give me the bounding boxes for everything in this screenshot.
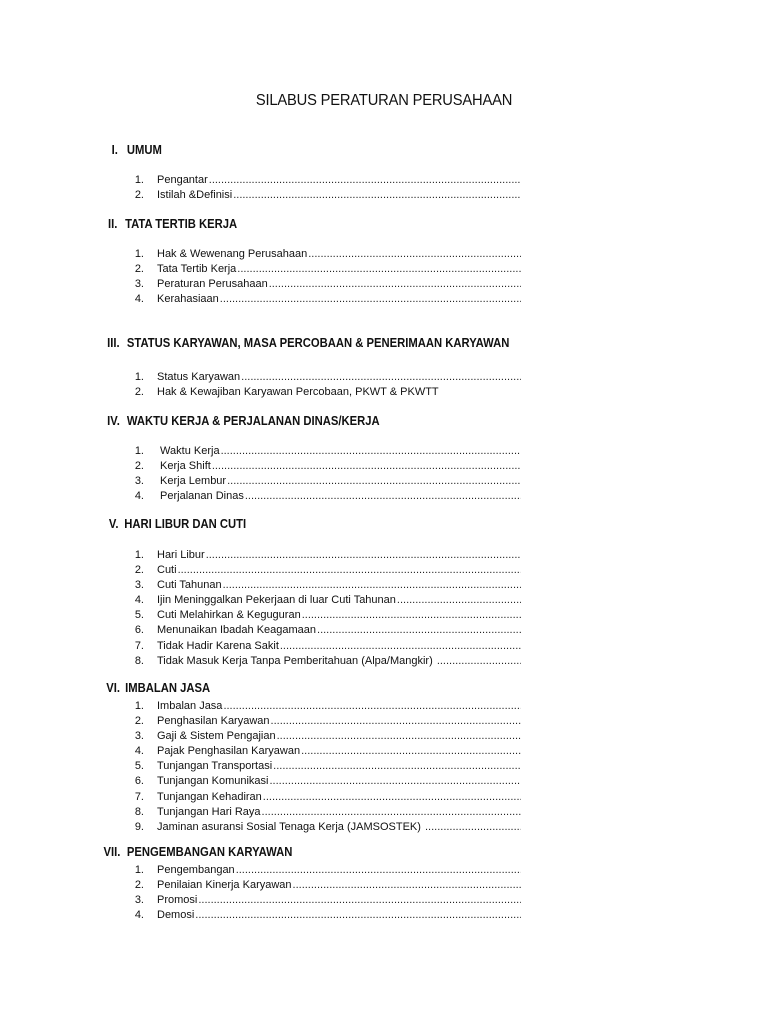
item-label: Demosi (157, 909, 195, 922)
section-number: V. (108, 517, 119, 531)
section-number: IV. (107, 414, 120, 428)
item-text (157, 262, 521, 277)
item-number: 8. (134, 654, 144, 667)
item-number: 1. (134, 700, 144, 712)
item-number: 2. (134, 189, 144, 202)
item-text (157, 247, 521, 262)
list-item (0, 548, 768, 563)
section-item-list (0, 548, 768, 669)
item-label: Pengembangan (157, 864, 235, 876)
item-text (157, 578, 521, 593)
item-number: 2. (134, 879, 144, 892)
section-number: II. (108, 217, 118, 231)
section-item-list (0, 173, 768, 203)
item-text (157, 744, 521, 759)
item-text (157, 759, 521, 774)
item-number: 3. (134, 894, 144, 907)
item-number: 5. (134, 760, 144, 773)
list-item (0, 714, 768, 729)
item-label: Perjalanan Dinas (157, 490, 244, 503)
item-text (157, 774, 521, 789)
item-number: 4. (134, 293, 144, 306)
item-label: Tunjangan Kehadiran (157, 790, 262, 803)
section-number: VI. (106, 681, 120, 695)
section-heading (0, 217, 691, 235)
item-label: Tidak Hadir Karena Sakit (157, 639, 279, 652)
item-text (157, 608, 521, 623)
item-label: Imbalan Jasa (157, 700, 223, 712)
item-number: 7. (134, 790, 144, 803)
section-umum (0, 143, 768, 203)
item-text (157, 548, 521, 563)
section-item-list (0, 444, 768, 504)
section-pengembangan-karyawan (0, 845, 768, 923)
list-item (0, 790, 768, 805)
section-heading (0, 414, 691, 432)
section-hari-libur-dan-cuti (0, 517, 768, 669)
item-label: Hak & Wewenang Perusahaan (157, 248, 308, 260)
item-label: Cuti Tahunan (157, 579, 222, 592)
item-text (157, 277, 521, 292)
section-heading (0, 845, 691, 863)
list-item (0, 474, 768, 489)
list-item (0, 744, 768, 759)
list-item (0, 292, 768, 307)
item-label: Tunjangan Komunikasi (157, 775, 269, 788)
list-item (0, 489, 768, 504)
list-item (0, 578, 768, 593)
item-number: 1. (134, 248, 144, 260)
item-number: 3. (134, 730, 144, 743)
section-item-list (0, 699, 768, 835)
item-number: 7. (134, 639, 144, 652)
item-label: Jaminan asuransi Sosial Tenaga Kerja (JAMSOSTEK) (157, 820, 424, 833)
list-item (0, 444, 768, 459)
item-number: 1. (134, 445, 144, 457)
item-label: Waktu Kerja (157, 445, 220, 457)
item-label: Kerahasiaan (157, 293, 219, 306)
item-text (157, 188, 521, 203)
item-number: 2. (134, 460, 144, 473)
item-label: Menunaikan Ibadah Keagamaan (157, 624, 317, 637)
section-title: UMUM (126, 143, 162, 157)
item-text (157, 820, 521, 835)
item-number: 4. (134, 745, 144, 758)
item-number: 4. (134, 909, 144, 922)
section-waktu-kerja (0, 414, 768, 504)
list-item (0, 370, 768, 385)
list-item (0, 188, 768, 203)
item-number: 3. (134, 278, 144, 291)
list-item (0, 563, 768, 578)
item-number: 9. (134, 820, 144, 833)
section-status-karyawan (0, 336, 768, 400)
list-item (0, 759, 768, 774)
item-number: 1. (134, 549, 144, 561)
item-label: Tata Tertib Kerja (157, 263, 237, 276)
list-item (0, 774, 768, 789)
item-number: 2. (134, 386, 144, 399)
list-item (0, 878, 768, 893)
item-text (157, 714, 521, 729)
list-item (0, 623, 768, 638)
item-number: 3. (134, 475, 144, 488)
list-item (0, 820, 768, 835)
item-label: Gaji & Sistem Pengajian (157, 730, 276, 743)
list-item (0, 593, 768, 608)
section-title: IMBALAN JASA (125, 681, 211, 695)
item-number: 3. (134, 579, 144, 592)
item-text (157, 623, 521, 638)
section-title: WAKTU KERJA & PERJALANAN DINAS/KERJA (126, 414, 380, 428)
item-text (157, 474, 521, 489)
item-text (157, 563, 521, 578)
item-text (157, 639, 521, 654)
item-number: 4. (134, 490, 144, 503)
item-number: 1. (134, 864, 144, 876)
item-number: 1. (134, 371, 144, 383)
item-label: Tunjangan Transportasi (157, 760, 273, 773)
section-heading (0, 336, 691, 354)
list-item (0, 459, 768, 474)
section-item-list (0, 247, 768, 307)
item-text (157, 654, 521, 669)
item-text (157, 729, 521, 744)
item-label: Kerja Lembur (157, 475, 227, 488)
item-text (157, 385, 521, 400)
list-item (0, 729, 768, 744)
item-text (157, 444, 521, 459)
list-item (0, 262, 768, 277)
item-label: Peraturan Perusahaan (157, 278, 268, 291)
list-item (0, 385, 768, 400)
list-item (0, 908, 768, 923)
item-text (157, 805, 521, 820)
item-text (157, 593, 521, 608)
section-imbalan-jasa (0, 681, 768, 835)
item-number: 4. (134, 594, 144, 607)
item-text (157, 893, 521, 908)
item-number: 6. (134, 624, 144, 637)
section-title: TATA TERTIB KERJA (125, 217, 238, 231)
item-number: 2. (134, 564, 144, 577)
list-item (0, 805, 768, 820)
item-text (157, 489, 521, 504)
section-heading (0, 517, 691, 535)
list-item (0, 893, 768, 908)
item-label: Istilah &Definisi (157, 189, 233, 202)
item-label: Ijin Meninggalkan Pekerjaan di luar Cuti Tahunan (157, 594, 396, 607)
item-text (157, 173, 521, 188)
item-label: Cuti Melahirkan & Keguguran (157, 609, 301, 622)
item-label: Cuti (157, 564, 177, 577)
item-label: Promosi (157, 894, 198, 907)
item-number: 6. (134, 775, 144, 788)
item-text (157, 863, 521, 878)
section-tata-tertib-kerja (0, 217, 768, 307)
item-text (157, 370, 521, 385)
item-label: Pajak Penghasilan Karyawan (157, 745, 301, 758)
list-item (0, 277, 768, 292)
list-item (0, 654, 768, 669)
section-heading (0, 143, 691, 161)
item-text (157, 459, 521, 474)
item-label: Hak & Kewajiban Karyawan Percobaan, PKWT & PKWTT (157, 386, 439, 399)
list-item (0, 639, 768, 654)
item-label: Penilaian Kinerja Karyawan (157, 879, 292, 892)
item-text (157, 878, 521, 893)
section-number: VII. (103, 845, 121, 859)
item-label: Kerja Shift (157, 460, 211, 473)
item-number: 2. (134, 715, 144, 728)
item-text (157, 908, 521, 923)
list-item (0, 247, 768, 262)
item-text (157, 790, 521, 805)
list-item (0, 173, 768, 188)
section-item-list (0, 863, 768, 923)
item-label: Tidak Masuk Kerja Tanpa Pemberitahuan (Alpa/Mangkir) (157, 654, 436, 667)
list-item (0, 863, 768, 878)
item-label: Penghasilan Karyawan (157, 715, 270, 728)
document-title: SILABUS PERATURAN PERUSAHAAN (255, 92, 513, 109)
item-label: Tunjangan Hari Raya (157, 805, 261, 818)
item-text (157, 699, 521, 714)
item-number: 1. (134, 174, 144, 186)
item-label: Hari Libur (157, 549, 205, 561)
item-label: Status Karyawan (157, 371, 241, 383)
section-title: HARI LIBUR DAN CUTI (124, 517, 247, 531)
item-label: Pengantar (157, 174, 208, 186)
item-text (157, 292, 521, 307)
list-item (0, 608, 768, 623)
item-number: 5. (134, 609, 144, 622)
item-number: 2. (134, 263, 144, 276)
section-item-list (0, 370, 768, 400)
item-number: 8. (134, 805, 144, 818)
section-title: STATUS KARYAWAN, MASA PERCOBAAN & PENERIMAAN KARYAWAN (126, 336, 510, 350)
list-item (0, 699, 768, 714)
section-number: I. (111, 143, 118, 157)
section-title: PENGEMBANGAN KARYAWAN (126, 845, 293, 859)
section-heading (0, 681, 691, 699)
section-number: III. (107, 336, 120, 350)
